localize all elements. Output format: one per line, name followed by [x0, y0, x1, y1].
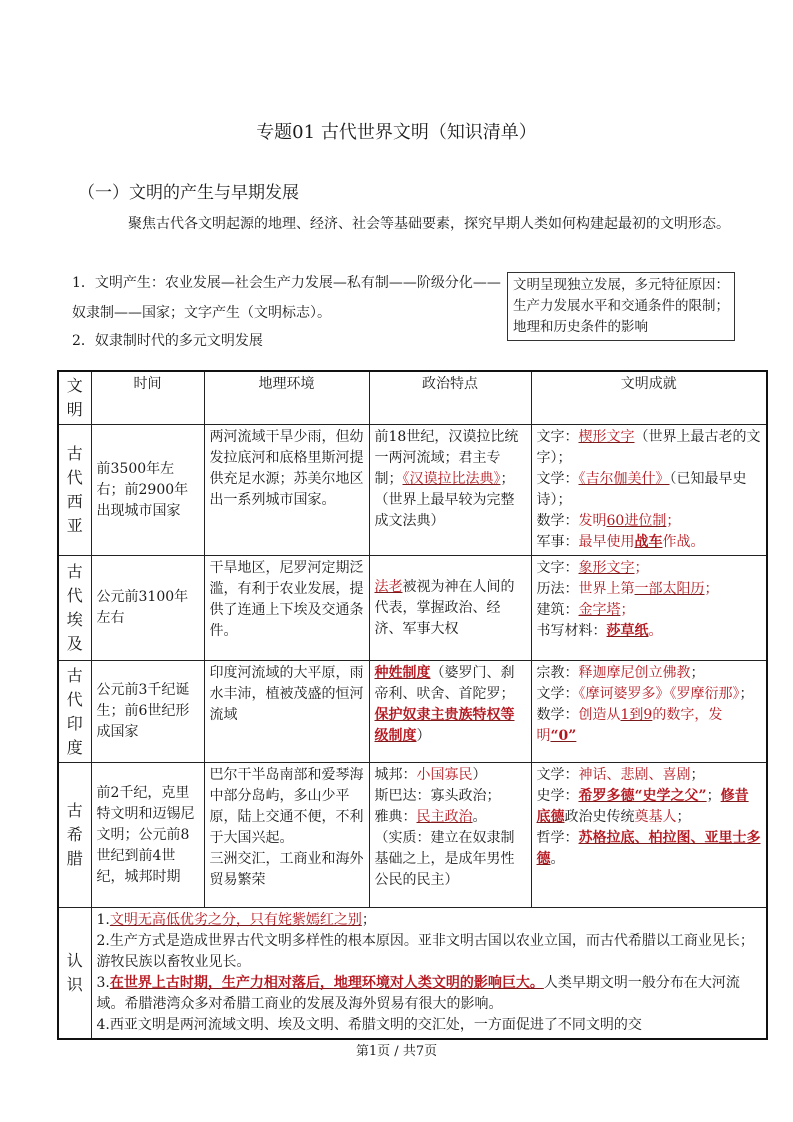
- highlight-text: 创造从: [578, 707, 621, 723]
- time-cell: 前2千纪，克里特文明和迈锡尼文明；公元前8世纪到前4世纪，城邦时期: [91, 763, 204, 908]
- text-segment: 文学：: [536, 767, 579, 783]
- text-segment: 文字：: [536, 560, 579, 576]
- text-segment: 两河流域干旱少雨，但幼发拉底河和底格里斯河提供充足水源；苏美尔地区出一系列城市国家。: [209, 429, 364, 508]
- highlight-text: 发明: [578, 513, 607, 529]
- text-segment: 雅典：: [374, 809, 417, 825]
- text-segment: 数学：: [536, 513, 579, 529]
- header-achievements: 文明成就: [531, 371, 767, 425]
- text-segment: ；（世界上最早较为完整成文法典）: [374, 471, 515, 529]
- highlight-text: 作战。: [662, 534, 705, 550]
- highlight-text: ；: [666, 513, 681, 529]
- highlight-text: “0”: [550, 728, 577, 744]
- text-segment: 。: [550, 851, 565, 867]
- time-cell: 前3500年左右；前2900年出现城市国家: [91, 425, 204, 556]
- text-segment: ；: [739, 686, 754, 702]
- achievements-cell: [531, 556, 767, 661]
- highlight-text: 《吉尔伽美什》: [578, 471, 670, 487]
- politics-cell: [369, 556, 531, 661]
- highlight-text: ；: [620, 602, 635, 618]
- time-cell: 公元前3100年左右: [91, 556, 204, 661]
- text-segment: ；: [690, 665, 705, 681]
- table-row: [58, 661, 767, 763]
- highlight-text: 象形文字: [578, 560, 635, 576]
- highlight-text: 1到9: [620, 707, 653, 723]
- highlight-text: 文明无高低优劣之分，只有姹紫嫣红之别: [109, 912, 362, 928]
- text-segment: 干旱地区，尼罗河定期泛滥，有利于农业发展，提供了连通上下埃及交通条件。: [209, 560, 364, 639]
- text-segment: ）: [416, 728, 431, 744]
- table-row: [58, 425, 767, 556]
- highlight-text: 最早使用: [578, 534, 635, 550]
- highlight-text: 世界上第: [578, 581, 635, 597]
- text-segment: ；: [676, 809, 691, 825]
- text-segment: 数学：: [536, 707, 579, 723]
- table-row: [58, 763, 767, 908]
- highlight-text: 楔形文字: [578, 429, 635, 445]
- highlight-text: 在世界上古时期，生产力相对落后，地理环境对人类文明的影响巨大。: [109, 975, 544, 991]
- text-segment: （婆罗门、刹帝利、吠舍、首陀罗；: [374, 665, 515, 702]
- section-heading: （一）文明的产生与早期发展: [78, 183, 299, 203]
- text-segment: 文字：: [536, 429, 579, 445]
- highlight-text: 释迦摩尼创立佛教: [578, 665, 691, 681]
- highlight-text: 法老: [374, 578, 403, 595]
- geography-cell: [204, 763, 369, 908]
- document-title: 专题01 古代世界文明（知识清单）: [256, 122, 537, 143]
- politics-cell: [369, 425, 531, 556]
- text-segment: ；: [690, 767, 705, 783]
- table-header-row: [58, 371, 767, 425]
- insight-label: 认识: [58, 908, 91, 1040]
- text-segment: 4.西亚文明是两河流域文明、埃及文明、希腊文明的交汇处，一方面促进了不同文明的交: [96, 1017, 642, 1033]
- text-segment: 宗教：: [536, 665, 579, 681]
- text-segment: 2.生产方式是造成世界古代文明多样性的根本原因。亚非文明古国以农业立国，而古代希腊以工商业见长；游牧民族以畜牧业见长。: [96, 933, 754, 970]
- highlight-text: 60进位制: [606, 513, 667, 529]
- highlight-text: 修昔底德: [536, 788, 749, 825]
- highlight-text: 小国寡民: [416, 767, 473, 783]
- text-segment: 文学：: [536, 686, 579, 702]
- header-geo: 地理环境: [204, 371, 369, 425]
- politics-cell: [369, 763, 531, 908]
- text-segment: 政治史传统: [564, 809, 635, 825]
- header-time: 时间: [91, 371, 204, 425]
- geography-cell: [204, 556, 369, 661]
- text-segment: 被视为神在人间的代表，掌握政治、经济、军事大权: [374, 578, 515, 637]
- highlight-text: ；: [634, 560, 649, 576]
- geography-cell: [204, 425, 369, 556]
- text-segment: 历法：: [536, 581, 579, 597]
- time-cell: 公元前3千纪诞生；前6世纪形成国家: [91, 661, 204, 763]
- highlight-text: 《汉谟拉比法典》: [402, 471, 501, 487]
- highlight-text: 保护奴隶主贵族特权等级制度: [374, 707, 515, 744]
- highlight-text: 神话、悲剧、喜剧: [578, 767, 691, 783]
- text-segment: ）: [472, 767, 487, 783]
- highlight-text: 奠基人: [634, 809, 677, 825]
- highlight-text: 莎草纸: [606, 623, 649, 639]
- text-segment: 书写材料：: [536, 623, 607, 639]
- civilization-name: 古代印度: [58, 661, 91, 763]
- text-segment: ；: [361, 912, 376, 928]
- highlight-text: 。: [648, 623, 663, 639]
- text-segment: 1.: [96, 912, 110, 928]
- text-segment: 文学：: [536, 471, 579, 487]
- text-segment: 人类早期文明一般分布在大河流域。希腊港湾众多对希腊工商业的发展及海外贸易有很大的影响。: [96, 975, 740, 1012]
- text-segment: 哲学：: [536, 830, 579, 846]
- text-segment: 印度河流域的大平原，雨水丰沛，植被茂盛的恒河流域: [209, 665, 364, 723]
- achievements-cell: [531, 763, 767, 908]
- side-note-box: 文明呈现独立发展，多元特征原因：生产力发展水平和交通条件的限制；地理和历史条件的影响: [507, 272, 735, 341]
- highlight-text: 金字塔: [578, 602, 621, 618]
- highlight-text: 民主政治: [416, 809, 473, 825]
- highlight-text: 战车: [634, 534, 663, 550]
- geography-cell: [204, 661, 369, 763]
- politics-cell: [369, 661, 531, 763]
- highlight-text: ；: [704, 581, 719, 597]
- insight-content: [91, 908, 767, 1040]
- slavery-era-item: 2．奴隶制时代的多元文明发展: [72, 333, 263, 349]
- text-segment: 斯巴达：寡头政治；: [374, 788, 501, 804]
- text-segment: （世界上最古老的文字）；: [536, 429, 761, 466]
- civilization-name: 古代西亚: [58, 425, 91, 556]
- achievements-cell: [531, 661, 767, 763]
- page-footer: 第1页 / 共7页: [355, 1044, 438, 1059]
- highlight-text: 一部太阳历: [634, 581, 705, 597]
- text-segment: 史学：: [536, 788, 579, 804]
- highlight-text: 种姓制度: [374, 665, 431, 681]
- text-segment: 。: [472, 809, 487, 825]
- text-segment: ；: [706, 788, 721, 804]
- highlight-text: 苏格拉底、柏拉图、亚里士多德: [536, 830, 761, 867]
- text-segment: 巴尔干半岛南部和爱琴海中部分岛屿，多山少平原，陆上交通不便，不利于大国兴起。: [209, 767, 364, 846]
- civilization-name: 古代埃及: [58, 556, 91, 661]
- text-segment: （已知最早史诗）；: [536, 471, 747, 508]
- achievements-cell: [531, 425, 767, 556]
- highlight-text: 《摩诃婆罗多》《罗摩衍那》: [578, 686, 740, 702]
- header-civ: 文明: [58, 371, 91, 425]
- text-segment: 3.: [96, 975, 110, 991]
- text-segment: 建筑：: [536, 602, 579, 618]
- intro-paragraph: 聚焦古代各文明起源的地理、经济、社会等基础要素，探究早期人类如何构建起最初的文明形态。: [128, 216, 730, 232]
- text-segment: 前18世纪，汉谟拉比统一两河流域；君主专制；: [374, 429, 519, 487]
- text-segment: 城邦：: [374, 767, 417, 783]
- header-politics: 政治特点: [369, 371, 531, 425]
- civilization-origin-item: 1．文明产生：农业发展—社会生产力发展—私有制——阶级分化——奴隶制——国家；文字产生（文明标志）。: [72, 275, 501, 321]
- civilization-name: 古希腊: [58, 763, 91, 908]
- insight-row: [58, 908, 767, 1040]
- table-row: [58, 556, 767, 661]
- highlight-text: 的数字，发明: [536, 707, 723, 744]
- text-segment: （实质：建立在奴隶制基础之上，是成年男性公民的民主）: [374, 830, 515, 888]
- civilizations-table: [57, 370, 768, 1040]
- highlight-text: 希罗多德“史学之父”: [578, 788, 707, 804]
- text-segment: 三洲交汇，工商业和海外贸易繁荣: [209, 851, 364, 888]
- text-segment: 军事：: [536, 534, 579, 550]
